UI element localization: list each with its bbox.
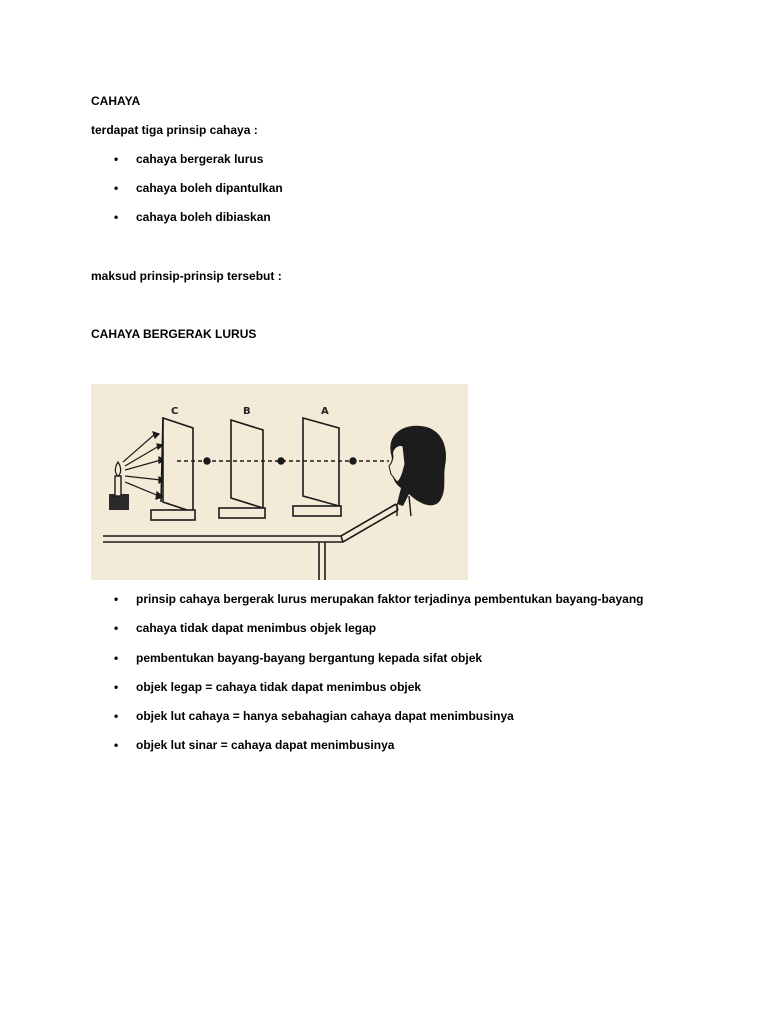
bullet-icon: • <box>114 210 119 224</box>
note-text: cahaya tidak dapat menimbus objek legap <box>136 621 377 635</box>
bullet-icon: • <box>114 680 119 694</box>
list-item <box>114 651 482 666</box>
card-b <box>219 420 265 518</box>
bullet-icon: • <box>114 592 119 606</box>
list-item <box>114 152 263 167</box>
list-item <box>114 709 514 724</box>
principle-text: cahaya boleh dibiaskan <box>136 210 271 224</box>
note-text: objek legap = cahaya tidak dapat menimbus objek <box>136 680 422 694</box>
note-text: objek lut cahaya = hanya sebahagian cahaya dapat menimbusinya <box>136 709 514 723</box>
meaning-heading: maksud prinsip-prinsip tersebut : <box>91 269 282 283</box>
list-item <box>114 738 394 753</box>
list-item <box>114 210 271 225</box>
list-item <box>114 680 421 695</box>
bullet-icon: • <box>114 621 119 635</box>
light-straight-line-illustration <box>91 384 468 580</box>
bullet-icon: • <box>114 152 119 166</box>
document-title: CAHAYA <box>91 94 141 108</box>
bullet-icon: • <box>114 181 119 195</box>
card-label: C <box>171 406 179 417</box>
observer-head-icon <box>389 426 446 516</box>
bullet-icon: • <box>114 738 119 752</box>
principle-text: cahaya bergerak lurus <box>136 152 264 166</box>
light-rays <box>123 432 165 499</box>
note-text: pembentukan bayang-bayang bergantung kepada sifat objek <box>136 651 483 665</box>
card-label: A <box>321 406 329 417</box>
note-text: prinsip cahaya bergerak lurus merupakan faktor terjadinya pembentukan bayang-bayang <box>136 592 644 606</box>
bullet-icon: • <box>114 651 119 665</box>
bullet-icon: • <box>114 709 119 723</box>
principle-text: cahaya boleh dipantulkan <box>136 181 283 195</box>
sight-line <box>177 458 389 464</box>
list-item <box>114 181 283 196</box>
list-item <box>114 621 376 636</box>
section-heading: CAHAYA BERGERAK LURUS <box>91 327 257 341</box>
card-label: B <box>243 406 251 417</box>
list-item <box>114 592 644 607</box>
note-text: objek lut sinar = cahaya dapat menimbusinya <box>136 738 395 752</box>
card-a <box>293 418 341 516</box>
intro-line: terdapat tiga prinsip cahaya : <box>91 123 258 137</box>
